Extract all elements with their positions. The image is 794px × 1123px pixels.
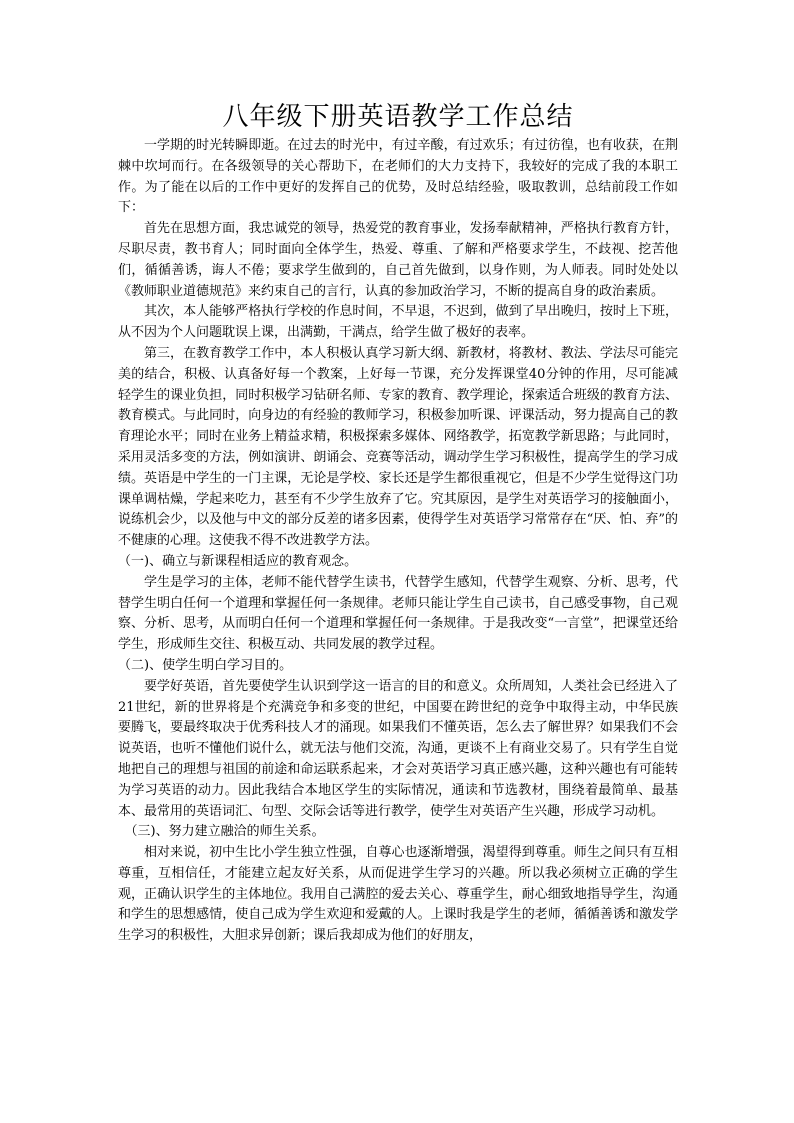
section-heading-1: （一)、确立与新课程相适应的教育观念。	[118, 553, 358, 569]
section-3-paragraph: 相对来说，初中生比小学生独立性强，自尊心也逐渐增强，渴望得到尊重。师生之间只有互相尊重，互相信任，才能建立起友好关系，从而促进学生学习的兴趣。所以我必须树立正确的学生观，正确认识学生的主体地位。我用自己满腔的爱去关心、尊重学生，耐心细致地指导学生，沟通和学生的思想感情，使自己成为学生欢迎和爱戴的人。上课时我是学生的老师，循循善诱和激发学生学习的积极性，大胆求异创新；课后我却成为他们的好朋友，	[118, 845, 678, 944]
discipline-paragraph: 其次，本人能够严格执行学校的作息时间，不早退，不迟到，做到了早出晚归，按时上下班，从不因为个人问题耽误上课，出满勤，干满点，给学生做了极好的表率。	[118, 304, 678, 341]
document-page	[118, 100, 678, 947]
teaching-paragraph: 第三，在教育教学工作中，本人积极认真学习新大纲、新教材，将教材、教法、学法尽可能完美的结合，积极、认真备好每一个教案，上好每一节课，充分发挥课堂40分钟的作用，尽可能减轻学生的课业负担，同时积极学习钻研名师、专家的教育、教学理论，探索适合班级的教育方法、教育模式。与此同时，向身边的有经验的教师学习，积极参加听课、评课活动，努力提高自己的教育理论水平；同时在业务上精益求精，积极探索多媒体、网络教学，拓宽教学新思路；与此同时，采用灵活多变的方法，例如演讲、朗诵会、竞赛等活动，调动学生学习积极性，提高学生的学习成绩。英语是中学生的一门主课，无论是学校、家长还是学生都很重视它，但是不少学生觉得这门功课单调枯燥，学起来吃力，甚至有不少学生放弃了它。究其原因，是学生对英语学习的接触面小，说练机会少，以及他与中文的部分反差的诸多因素，使得学生对英语学习常常存在“厌、怕、弃”的不健康的心理。这使我不得不改进教学方法。	[118, 345, 678, 549]
document-title: 八年级下册英语教学工作总结	[222, 102, 574, 132]
section-2-paragraph: 要学好英语，首先要使学生认识到学这一语言的目的和意义。众所周知，人类社会已经进入了21世纪，新的世界将是个充满竞争和多变的世纪，中国要在跨世纪的竞争中取得主动，中华民族要腾飞，要最终取决于优秀科技人才的涌现。如果我们不懂英语，怎么去了解世界？如果我们不会说英语，也听不懂他们说什么，就无法与他们交流，沟通，更谈不上有商业交易了。只有学生自觉地把自己的理想与祖国的前途和命运联系起来，才会对英语学习真正感兴趣，这种兴趣也有可能转为学习英语的动力。因此我结合本地区学生的实际情况，通读和节选教材，围绕着最简单、最基本、最常用的英语词汇、句型、交际会话等进行教学，使学生对英语产生兴趣，形成学习动机。	[118, 678, 678, 819]
thought-paragraph: 首先在思想方面，我忠诚党的领导，热爱党的教育事业，发扬奉献精神，严格执行教育方针，尽职尽责，教书育人；同时面向全体学生，热爱、尊重、了解和严格要求学生，不歧视、挖苦他们，循循善诱，诲人不倦；要求学生做到的，自己首先做到，以身作则，为人师表。同时处处以《教师职业道德规范》来约束自己的言行，认真的参加政治学习，不断的提高自身的政治素质。	[118, 221, 678, 299]
section-heading-2: （二)、使学生明白学习目的。	[118, 657, 293, 673]
section-1-paragraph: 学生是学习的主体，老师不能代替学生读书，代替学生感知，代替学生观察、分析、思考，代替学生明白任何一个道理和掌握任何一条规律。老师只能让学生自己读书，自己感受事物，自己观察、分析、思考，从而明白任何一个道理和掌握任何一条规律。于是我改变“一言堂”，把课堂还给学生，形成师生交往、积极互动、共同发展的教学过程。	[118, 574, 678, 653]
section-heading-3: （三)、努力建立融洽的师生关系。	[124, 824, 325, 840]
intro-paragraph: 一学期的时光转瞬即逝。在过去的时光中，有过辛酸，有过欢乐；有过彷徨，也有收获，在荆棘中坎坷而行。在各级领导的关心帮助下，在老师们的大力支持下，我较好的完成了我的本职工作。为了能在以后的工作中更好的发挥自己的优势，及时总结经验，吸取教训，总结前段工作如下：	[118, 138, 678, 216]
